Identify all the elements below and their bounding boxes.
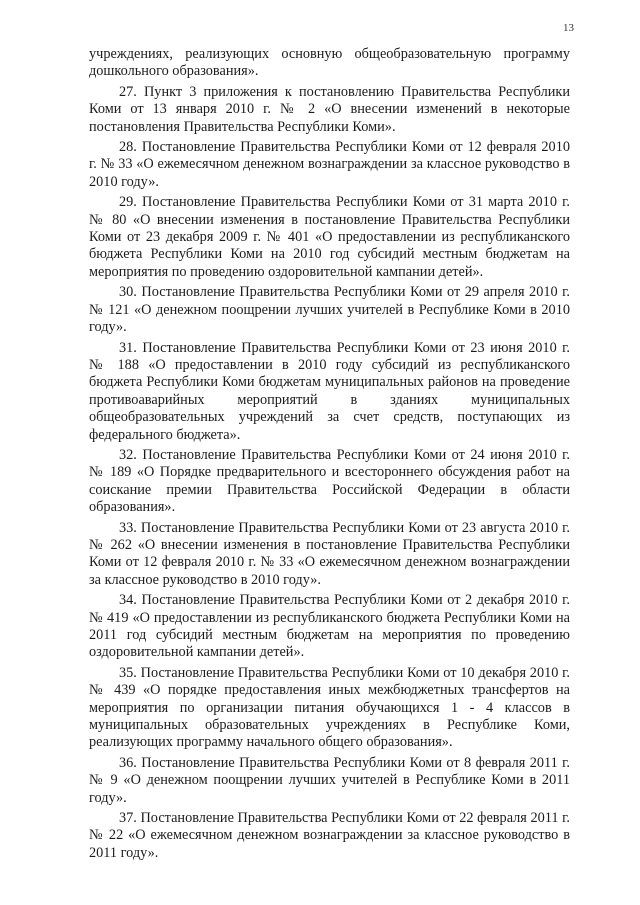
document-body bbox=[89, 46, 570, 865]
paragraph-continuation: учреждениях, реализующих основную общеобразовательную программу дошкольного образования». bbox=[89, 46, 570, 80]
list-item-31: 31. Постановление Правительства Республики Коми от 23 июня 2010 г. № 188 «О предоставлении в 2010 году субсидий из республиканского бюджета Республики Коми бюджетам муниципальных районов на проведение противоаварийных мероприятий в зданиях муниципальных общеобразовательных учреждений за счет средств, поступающих из федерального бюджета». bbox=[89, 339, 570, 443]
list-item-28: 28. Постановление Правительства Республики Коми от 12 февраля 2010 г. № 33 «О ежемесячном денежном вознаграждении за классное руководство в 2010 году». bbox=[89, 139, 570, 190]
list-item-37: 37. Постановление Правительства Республики Коми от 22 февраля 2011 г. № 22 «О ежемесячном денежном вознаграждении за классное руководство в 2011 году». bbox=[89, 810, 570, 861]
list-item-32: 32. Постановление Правительства Республики Коми от 24 июня 2010 г. № 189 «О Порядке предварительного и всестороннего обсуждения работ на соискание премии Правительства Российской Федерации в области образования». bbox=[89, 446, 570, 516]
page-number: 13 bbox=[563, 22, 574, 34]
list-item-29: 29. Постановление Правительства Республики Коми от 31 марта 2010 г. № 80 «О внесении изменения в постановление Правительства Республики Коми от 23 декабря 2009 г. № 401 «О предоставлении из республиканского бюджета Республики Коми на 2010 год субсидий местным бюджетам на мероприятия по проведению оздоровительной кампании детей». bbox=[89, 194, 570, 280]
list-item-27: 27. Пункт 3 приложения к постановлению Правительства Республики Коми от 13 января 2010 г. № 2 «О внесении изменений в некоторые постановления Правительства Республики Коми». bbox=[89, 83, 570, 135]
list-item-35: 35. Постановление Правительства Республики Коми от 10 декабря 2010 г. № 439 «О порядке предоставления иных межбюджетных трансфертов на мероприятия по организации питания обучающихся 1 - 4 классов в муниципальных образовательных учреждениях в Республике Коми, реализующих программу начального общего образования». bbox=[89, 664, 570, 751]
list-item-36: 36. Постановление Правительства Республики Коми от 8 февраля 2011 г. № 9 «О денежном поощрении лучших учителей в Республике Коми в 2011 году». bbox=[89, 754, 570, 806]
list-item-30: 30. Постановление Правительства Республики Коми от 29 апреля 2010 г. № 121 «О денежном поощрении лучших учителей в Республике Коми в 2010 году». bbox=[89, 284, 570, 336]
list-item-34: 34. Постановление Правительства Республики Коми от 2 декабря 2010 г. № 419 «О предоставлении из республиканского бюджета Республики Коми на 2011 год субсидий местным бюджетам на мероприятия по проведению оздоровительной кампании детей». bbox=[89, 592, 570, 661]
list-item-33: 33. Постановление Правительства Республики Коми от 23 августа 2010 г. № 262 «О внесении изменения в постановление Правительства Республики Коми от 12 февраля 2010 г. № 33 «О ежемесячном денежном вознаграждении за классное руководство в 2010 году». bbox=[89, 519, 570, 588]
